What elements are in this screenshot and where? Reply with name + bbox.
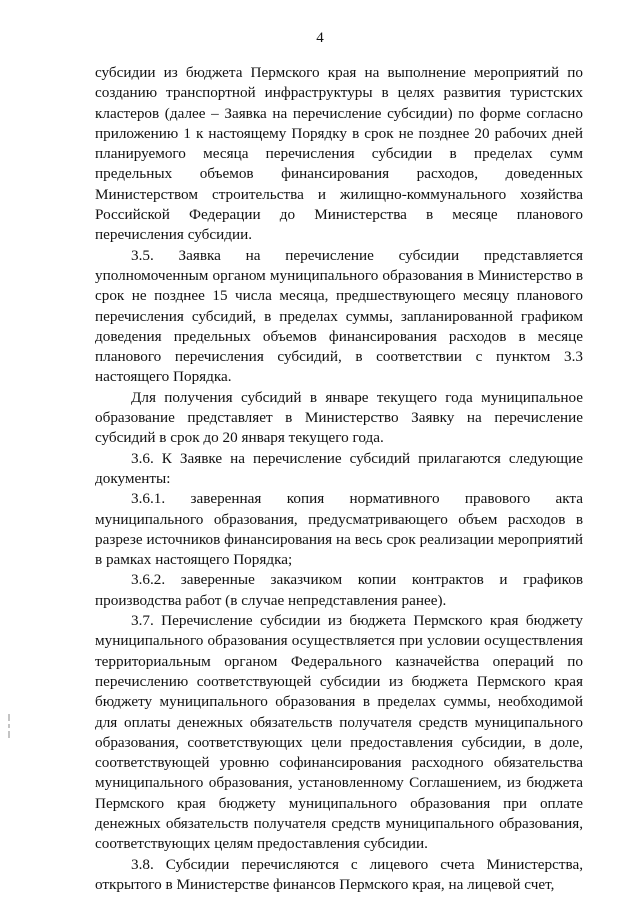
paragraph-3-7: 3.7. Перечисление субсидии из бюджета Пермского края бюджету муниципального образования осуществляется при условии осуществления территориальным органом Федерального казначейства операций по перечислению соответствующей субсидии из бюджета Пермского края бюджету муниципального образования в пределах суммы, необходимой для оплаты денежных обязательств получателя средств муниципального образования, соответствующих цели предоставления субсидии, в доле, соответствующей уровню софинансирования расходного обязательства муниципального образования, установленному Соглашением, из бюджета Пермского края бюджету муниципального образования при оплате денежных обязательств получателя средств муниципального образования, соответствующих целям предоставления субсидии. [95, 612, 583, 853]
page-number: 4 [316, 30, 324, 46]
paragraph-3-6-2: 3.6.2. заверенные заказчиком копии контрактов и графиков производства работ (в случае непредставления ранее). [95, 571, 583, 609]
paragraph-3-5: 3.5. Заявка на перечисление субсидии представляется уполномоченным органом муниципального образования в Министерство в срок не позднее 15 числа месяца, предшествующего месяцу планового перечисления субсидий, в пределах суммы, запланированной графиком доведения предельных объемов финансирования расходов в месяце планового перечисления субсидий, в соответствии с пунктом 3.3 настоящего Порядка. [95, 246, 583, 386]
paragraph-3-6-1: 3.6.1. заверенная копия нормативного правового акта муниципального образования, предусматривающего объем расходов в разрезе источников финансирования на весь срок реализации мероприятий в рамках настоящего Порядка; [95, 490, 583, 569]
paragraph-continuation: субсидии из бюджета Пермского края на выполнение мероприятий по созданию транспортной инфраструктуры в целях развития туристских кластеров (далее – Заявка на перечисление субсидии) по форме согласно приложению 1 к настоящему Порядку в срок не позднее 20 рабочих дней планируемого месяца перечисления субсидии в пределах сумм предельных объемов финансирования расходов, доведенных Министерством строительства и жилищно-коммунального хозяйства Российской Федерации до Министерства в месяце планового перечисления субсидии. [95, 64, 583, 244]
margin-scan-mark [6, 714, 12, 738]
paragraph-january: Для получения субсидий в январе текущего года муниципальное образование представляет в Министерство Заявку на перечисление субсидий в срок до 20 января текущего года. [95, 388, 583, 447]
paragraph-3-6: 3.6. К Заявке на перечисление субсидий прилагаются следующие документы: [95, 449, 583, 487]
document-body [95, 63, 583, 895]
paragraph-3-8: 3.8. Субсидии перечисляются с лицевого счета Министерства, открытого в Министерстве финансов Пермского края, на лицевой счет, [95, 855, 583, 893]
